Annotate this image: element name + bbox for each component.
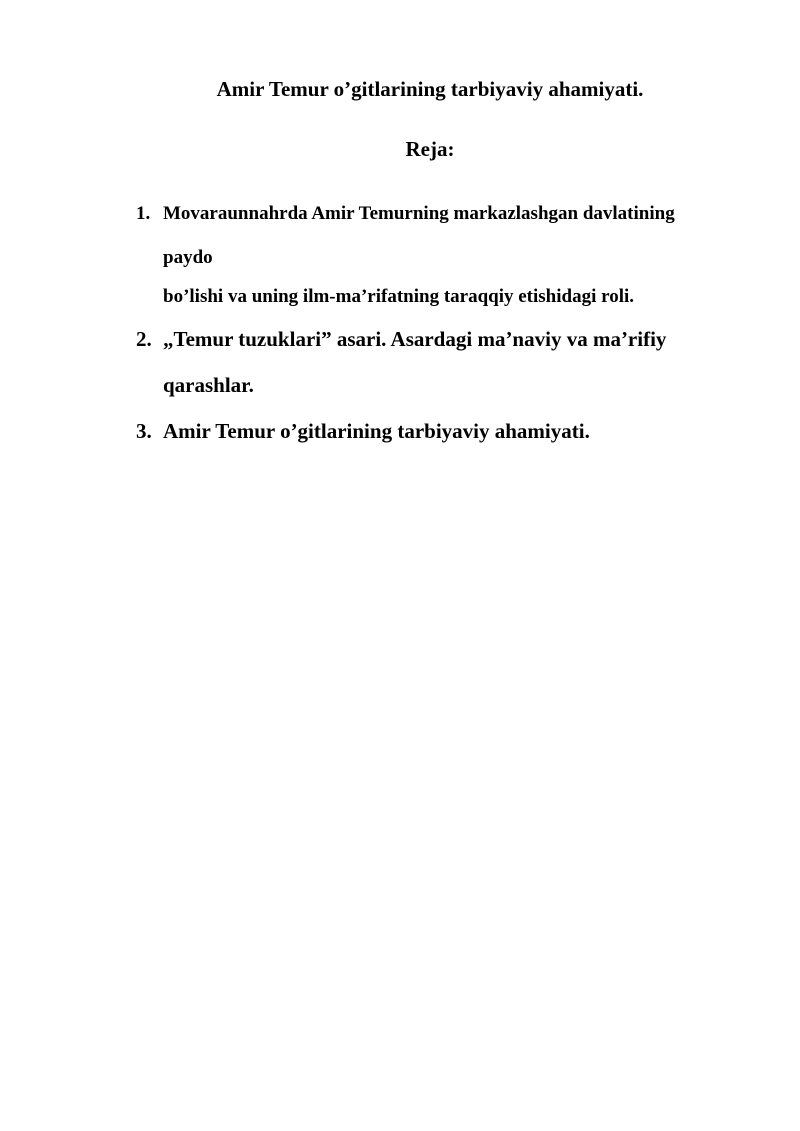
plan-item-text-line: Amir Temur o’gitlarining tarbiyaviy ahamiyati. (163, 419, 590, 443)
plan-item-text-line: qarashlar. (163, 373, 254, 397)
plan-list (136, 192, 736, 454)
plan-item-number: 1. (136, 203, 151, 224)
plan-item-text-line: paydo (163, 247, 213, 268)
plan-item-2 (136, 316, 736, 408)
plan-heading: Reja: (405, 137, 455, 161)
document-title: Amir Temur o’gitlarining tarbiyaviy ahamiyati. (216, 77, 644, 101)
plan-item-text-line: bo’lishi va uning ilm-ma’rifatning taraqqiy etishidagi roli. (163, 286, 635, 307)
plan-item-text-line: „Temur tuzuklari” asari. Asardagi ma’naviy va ma’rifiy (163, 327, 667, 351)
plan-item-number: 3. (136, 419, 152, 443)
plan-item-number: 2. (136, 327, 152, 351)
plan-item-3 (136, 408, 736, 454)
plan-item-1 (136, 192, 736, 314)
plan-item-text-line: Movaraunnahrda Amir Temurning markazlashgan davlatining (163, 203, 675, 224)
